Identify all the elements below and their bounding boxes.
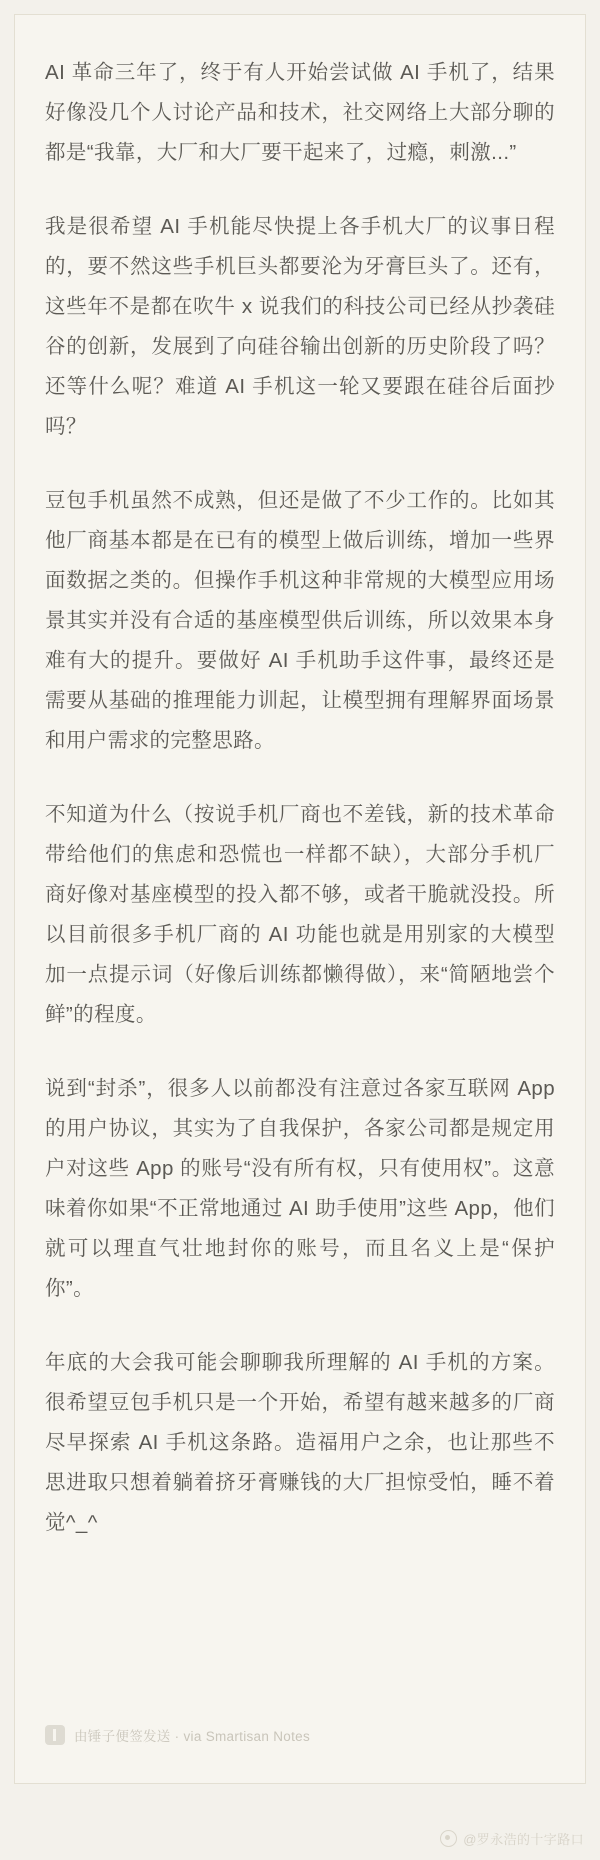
paragraph: 说到“封杀”，很多人以前都没有注意过各家互联网 App 的用户协议，其实为了自我保护，各家公司都是规定用户对这些 App 的账号“没有所有权，只有使用权”。这意味着你如果“不正常地通过 AI 助手使用”这些 App，他们就可以理直气壮地封你的账号，而且名义上是“保护你”。 xyxy=(45,1077,555,1300)
watermark-label: @罗永浩的十字路口 xyxy=(463,1832,584,1847)
note-card xyxy=(14,14,586,1784)
paragraph: 年底的大会我可能会聊聊我所理解的 AI 手机的方案。很希望豆包手机只是一个开始，希望有越来越多的厂商尽早探索 AI 手机这条路。造福用户之余，也让那些不思进取只想着躺着挤牙膏赚钱的大厂担惊受怕，睡不着觉^_^ xyxy=(45,1351,555,1534)
paragraph: 我是很希望 AI 手机能尽快提上各手机大厂的议事日程的，要不然这些手机巨头都要沦为牙膏巨头了。还有，这些年不是都在吹牛 x 说我们的科技公司已经从抄袭硅谷的创新，发展到了向硅谷输出创新的历史阶段了吗？还等什么呢？难道 AI 手机这一轮又要跟在硅谷后面抄吗？ xyxy=(45,215,555,438)
note-source-label: 由锤子便签发送 · via Smartisan Notes xyxy=(74,1729,310,1744)
note-body xyxy=(15,15,585,1543)
weibo-eye-icon xyxy=(440,1830,457,1847)
paragraph: 不知道为什么（按说手机厂商也不差钱，新的技术革命带给他们的焦虑和恐慌也一样都不缺），大部分手机厂商好像对基座模型的投入都不够，或者干脆就没投。所以目前很多手机厂商的 AI 功能也就是用别家的大模型加一点提示词（好像后训练都懒得做），来“简陋地尝个鲜”的程度。 xyxy=(45,803,555,1026)
smartisan-notes-icon xyxy=(45,1725,65,1745)
watermark xyxy=(440,1829,584,1848)
note-footer xyxy=(45,1725,310,1745)
paragraph: AI 革命三年了，终于有人开始尝试做 AI 手机了，结果好像没几个人讨论产品和技术，社交网络上大部分聊的都是“我靠，大厂和大厂要干起来了，过瘾，刺激...” xyxy=(45,61,555,164)
paragraph: 豆包手机虽然不成熟，但还是做了不少工作的。比如其他厂商基本都是在已有的模型上做后训练，增加一些界面数据之类的。但操作手机这种非常规的大模型应用场景其实并没有合适的基座模型供后训练，所以效果本身难有大的提升。要做好 AI 手机助手这件事，最终还是需要从基础的推理能力训起，让模型拥有理解界面场景和用户需求的完整思路。 xyxy=(45,489,555,752)
